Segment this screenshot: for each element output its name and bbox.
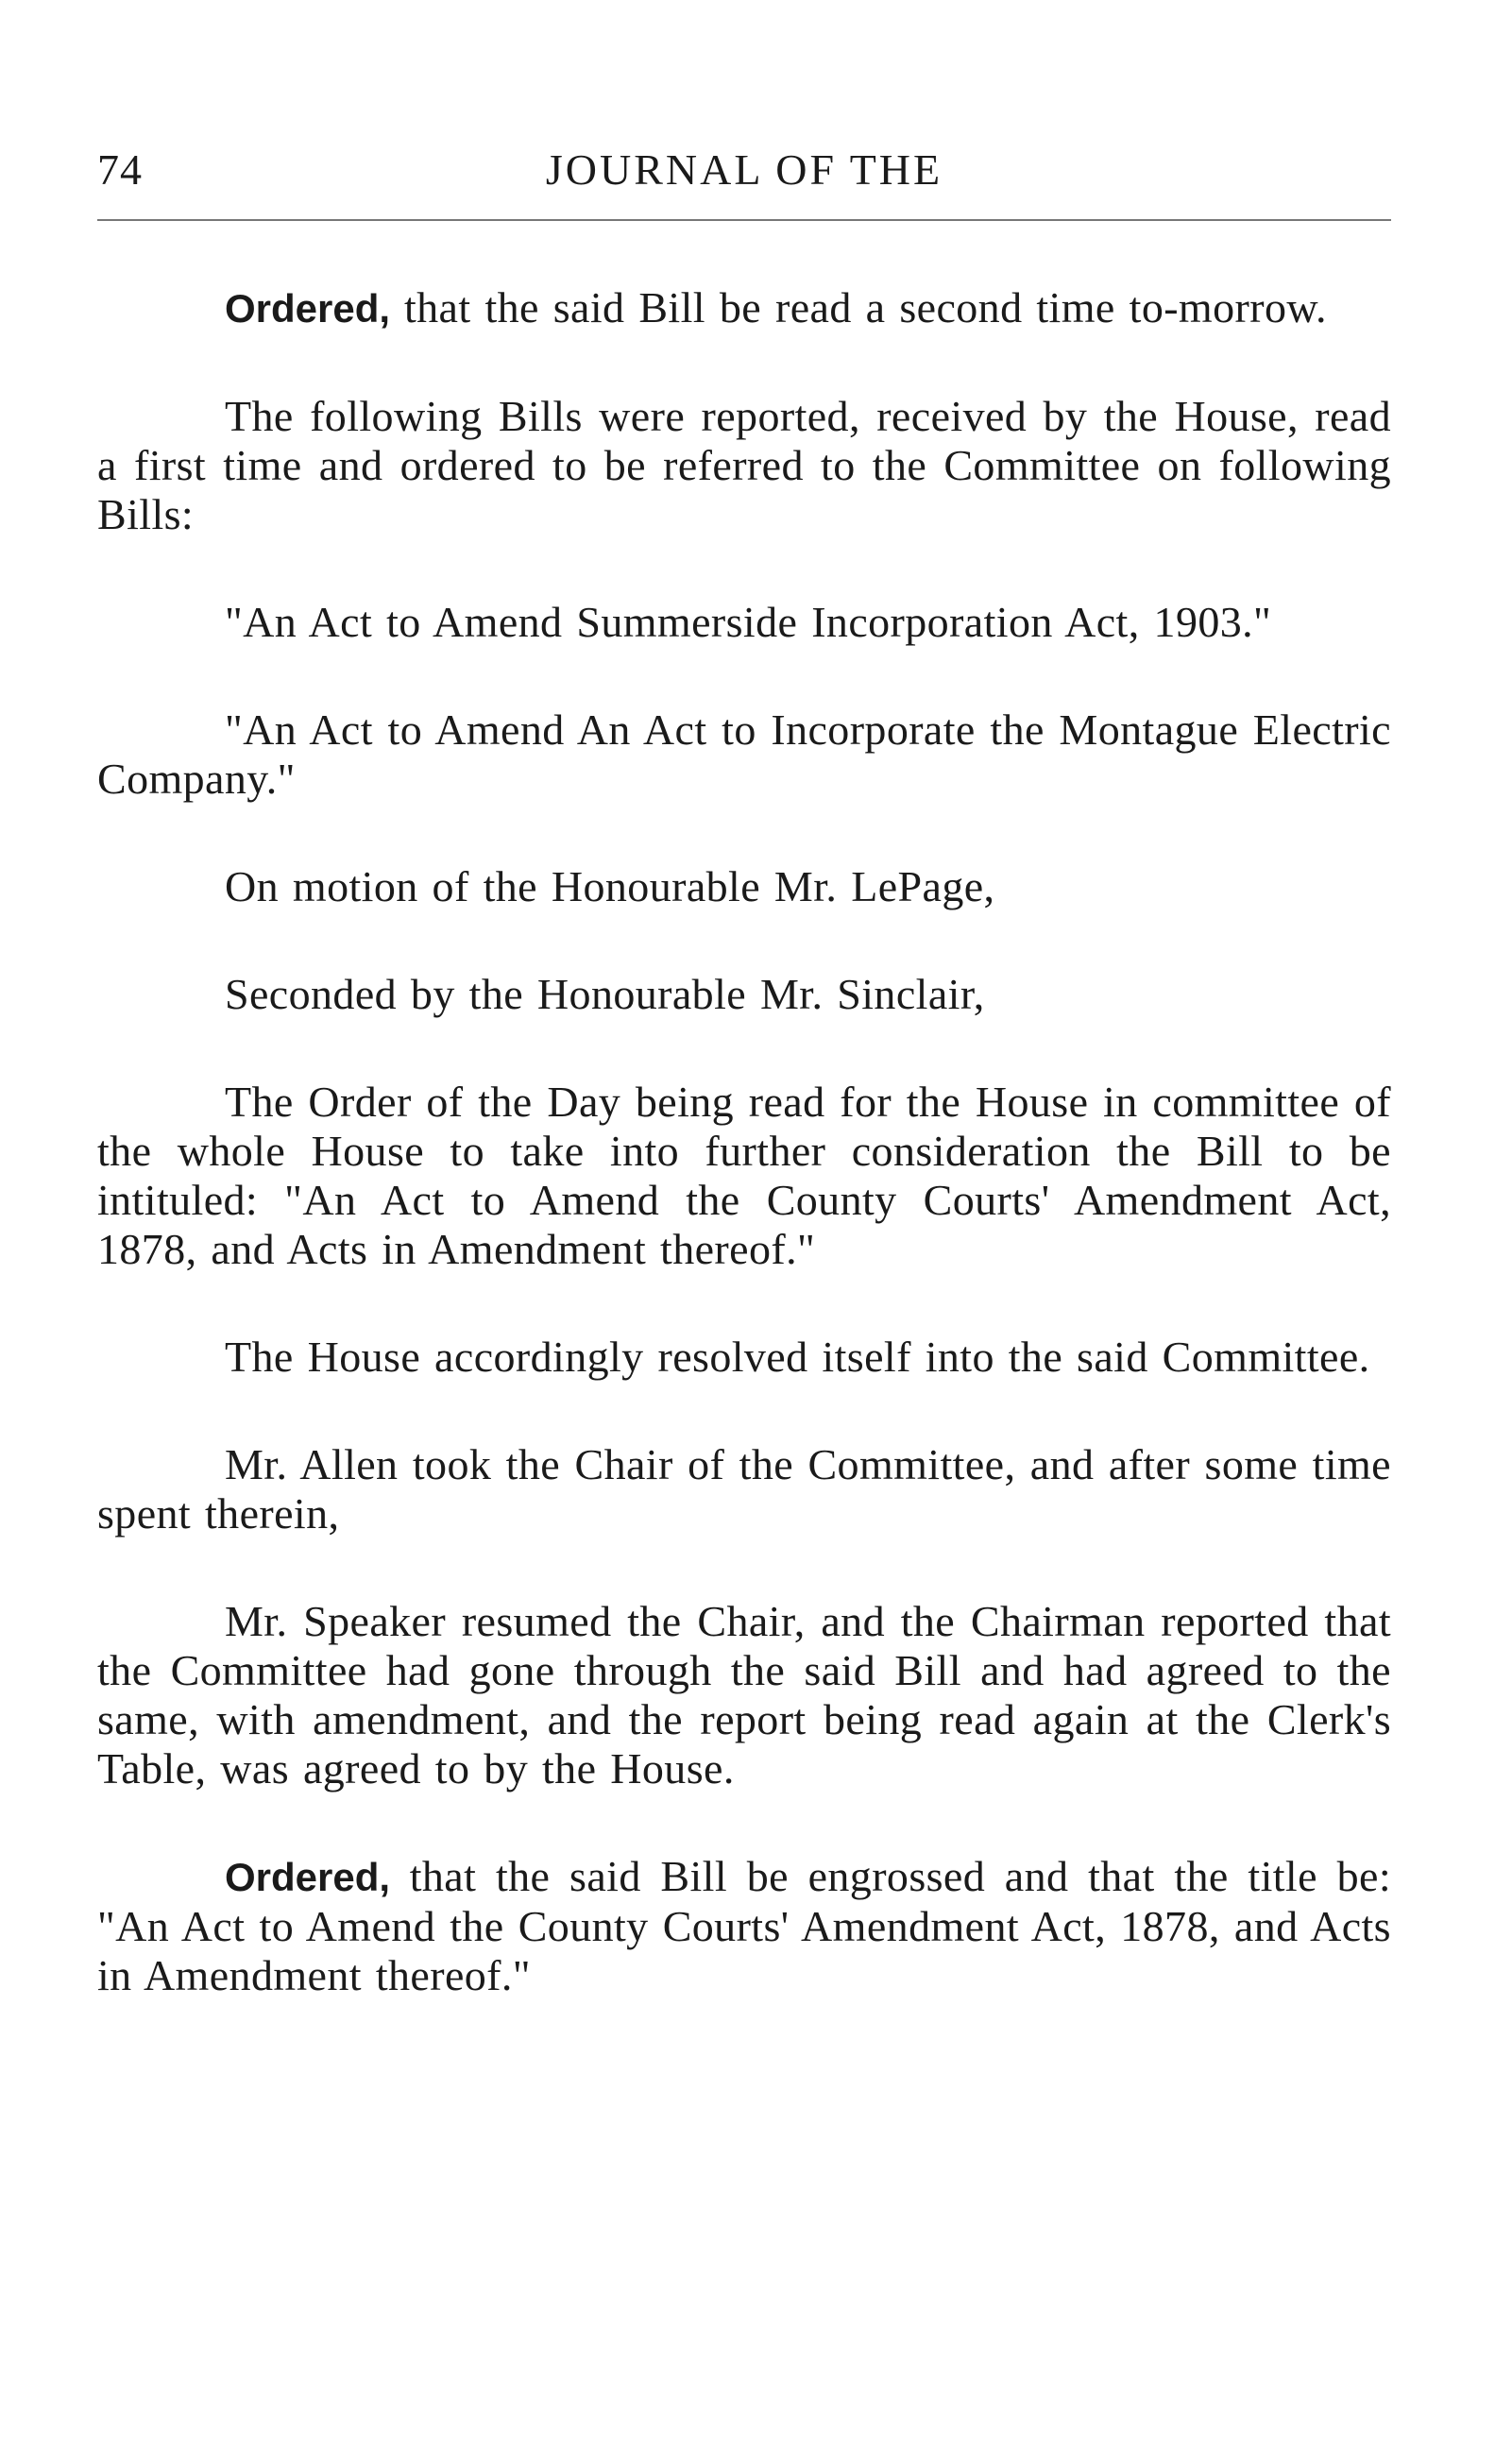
header-rule	[97, 219, 1391, 221]
paragraph-seconded	[97, 970, 1391, 1019]
paragraph-bills-reported	[97, 392, 1391, 539]
paragraph-lead: Ordered,	[225, 286, 391, 331]
paragraph-house-resolved	[97, 1333, 1391, 1382]
paragraph-bill-summerside	[97, 598, 1391, 647]
running-title: JOURNAL OF THE	[545, 145, 943, 194]
paragraph-text: Mr. Speaker resumed the Chair, and the Chairman reported that the Committee had gone through the said Bill and had agreed to the same, with amendment, and the report being read again at the Clerk's Table, was agreed to by the House.	[97, 1597, 1391, 1793]
paragraph-text: The Order of the Day being read for the House in committee of the whole House to take into further consideration the Bill to be intituled: "An Act to Amend the County Courts' Amendment Act, 1878, and Acts in Amendment thereof."	[97, 1078, 1391, 1273]
page-number: 74	[97, 145, 143, 194]
paragraph-speaker-resumed	[97, 1597, 1391, 1793]
paragraph-text: Seconded by the Honourable Mr. Sinclair,	[225, 970, 985, 1018]
paragraph-motion	[97, 862, 1391, 911]
paragraph-text: that the said Bill be read a second time to-morrow.	[390, 283, 1327, 331]
paragraph-order-of-day	[97, 1078, 1391, 1274]
paragraph-text: The House accordingly resolved itself into the said Committee.	[225, 1333, 1370, 1381]
paragraph-chair-taken	[97, 1440, 1391, 1538]
paragraph-ordered-second-reading	[97, 283, 1391, 333]
paragraph-text: "An Act to Amend Summerside Incorporation Act, 1903."	[225, 598, 1272, 646]
paragraph-bill-montague	[97, 705, 1391, 804]
paragraph-text: "An Act to Amend An Act to Incorporate the Montague Electric Company."	[97, 705, 1391, 803]
paragraph-text: Mr. Allen took the Chair of the Committee, and after some time spent therein,	[97, 1440, 1391, 1538]
paragraph-text: The following Bills were reported, received by the House, read a first time and ordered to be referred to the Committee on following Bills:	[97, 392, 1391, 538]
paragraph-lead: Ordered,	[225, 1855, 391, 1899]
paragraph-ordered-engrossed	[97, 1852, 1391, 2000]
page-header	[97, 142, 1391, 198]
journal-body	[97, 283, 1391, 2000]
paragraph-text: that the said Bill be engrossed and that the title be: "An Act to Amend the County Courts' Amendment Act, 1878, and Acts in Amendment thereof."	[97, 1852, 1391, 1999]
paragraph-text: On motion of the Honourable Mr. LePage,	[225, 862, 995, 910]
